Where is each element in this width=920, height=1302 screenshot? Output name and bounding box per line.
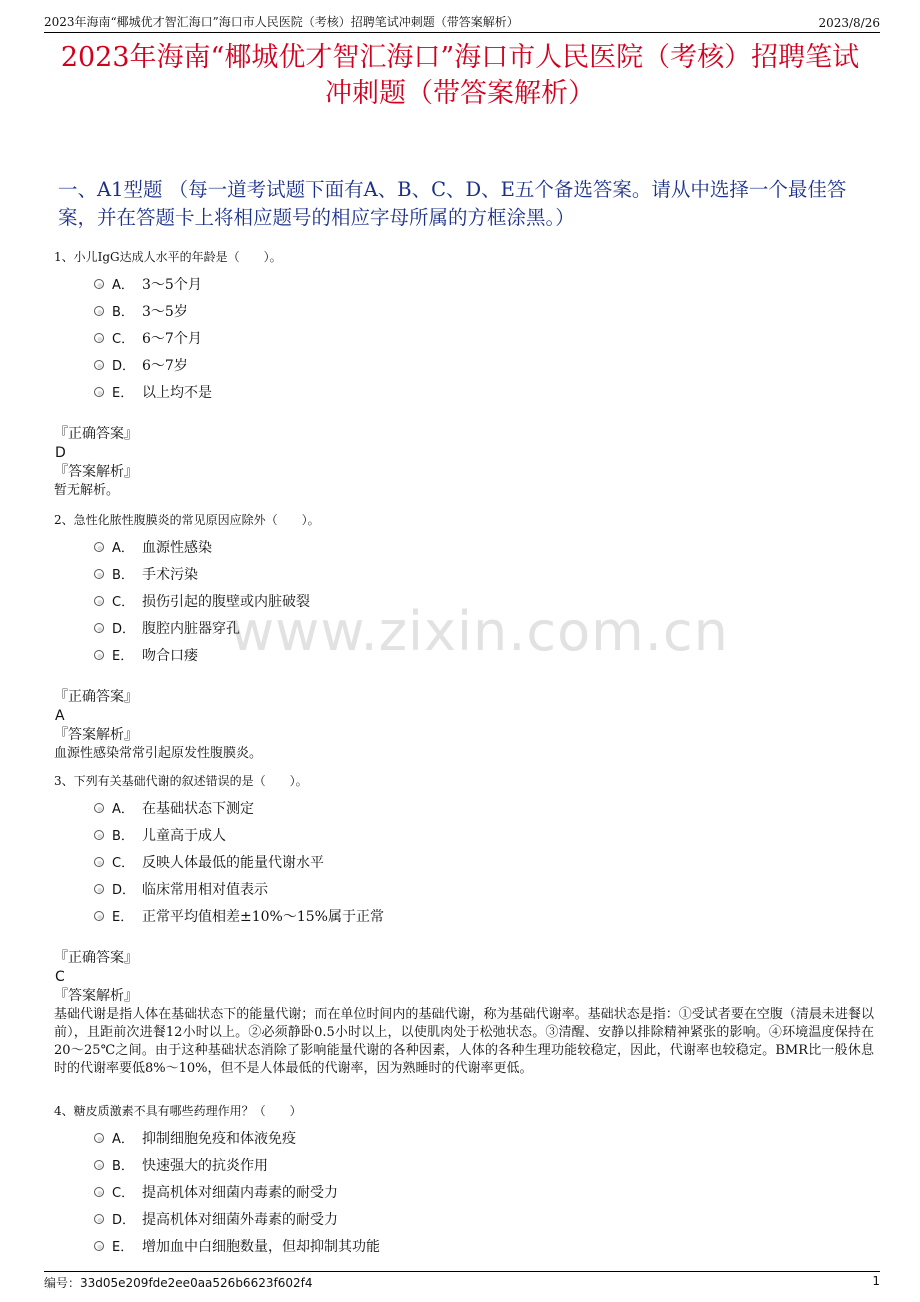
option-d[interactable] — [94, 351, 874, 378]
correct-answer: A — [55, 708, 65, 724]
option-letter: B． — [112, 1159, 134, 1174]
radio-icon[interactable] — [94, 306, 104, 316]
option-letter: D． — [112, 883, 136, 898]
question-3 — [54, 773, 874, 1078]
option-letter: E． — [112, 910, 134, 925]
option-letter: C． — [112, 332, 135, 347]
option-letter: A． — [112, 278, 134, 293]
analysis-text: 基础代谢是指人体在基础状态下的能量代谢；而在单位时间内的基础代谢，称为基础代谢率。基础状态是指：①受试者要在空腹（清晨未进餐以前），且距前次进餐12小时以上。②必须静卧0.5小时以上，以使肌肉处于松弛状态。③清醒、安静以排除精神紧张的影响。④环境温度保持在20～25℃之间。由于这种基础状态消除了影响能量代谢的各种因素，人体的各种生理功能较稳定，因此，代谢率也较稳定。BMR比一般休息时的代谢率要低8%～10%，但不是人体最低的代谢率，因为熟睡时的代谢率更低。 — [54, 1007, 874, 1076]
analysis-label: 『答案解析』 — [54, 988, 138, 1004]
option-c[interactable] — [94, 848, 874, 875]
page-number: 1 — [872, 1274, 880, 1288]
option-text: 临床常用相对值表示 — [142, 881, 268, 898]
radio-icon[interactable] — [94, 360, 104, 370]
option-letter: E． — [112, 386, 134, 401]
radio-icon[interactable] — [94, 911, 104, 921]
document-code: 编号：33d05e209fde2ee0aa526b6623f602f4 — [44, 1276, 313, 1290]
radio-icon[interactable] — [94, 623, 104, 633]
option-e[interactable] — [94, 1232, 874, 1259]
option-text: 提高机体对细菌外毒素的耐受力 — [142, 1211, 338, 1228]
option-c[interactable] — [94, 324, 874, 351]
option-text: 6～7岁 — [142, 357, 188, 374]
radio-icon[interactable] — [94, 569, 104, 579]
option-text: 腹腔内脏器穿孔 — [142, 620, 240, 637]
radio-icon[interactable] — [94, 542, 104, 552]
answer-label: 『正确答案』 — [54, 689, 138, 705]
option-letter: B． — [112, 568, 134, 583]
option-d[interactable] — [94, 1205, 874, 1232]
option-text: 正常平均值相差±10%～15%属于正常 — [142, 908, 384, 925]
option-text: 3～5个月 — [142, 276, 202, 293]
radio-icon[interactable] — [94, 1160, 104, 1170]
document-title: 2023年海南“椰城优才智汇海口”海口市人民医院（考核）招聘笔试冲刺题（带答案解析） — [60, 42, 860, 109]
analysis-text: 血源性感染常常引起原发性腹膜炎。 — [54, 746, 263, 761]
radio-icon[interactable] — [94, 1241, 104, 1251]
option-text: 增加血中白细胞数量，但却抑制其功能 — [142, 1238, 380, 1255]
option-letter: D． — [112, 359, 136, 374]
question-stem: 4、糖皮质激素不具有哪些药理作用？（ ） — [54, 1104, 302, 1118]
option-text: 吻合口瘘 — [142, 647, 198, 664]
option-letter: E． — [112, 649, 134, 664]
option-letter: D． — [112, 622, 136, 637]
option-text: 抑制细胞免疫和体液免疫 — [142, 1130, 296, 1147]
option-text: 3～5岁 — [142, 303, 188, 320]
option-text: 在基础状态下测定 — [142, 800, 254, 817]
radio-icon[interactable] — [94, 596, 104, 606]
correct-answer: C — [55, 969, 65, 985]
option-b[interactable] — [94, 560, 874, 587]
option-letter: B． — [112, 829, 134, 844]
option-e[interactable] — [94, 641, 874, 668]
answer-block — [54, 688, 874, 763]
header-document-title: 2023年海南“椰城优才智汇海口”海口市人民医院（考核）招聘笔试冲刺题（带答案解析） — [44, 15, 519, 29]
option-letter: A． — [112, 802, 134, 817]
header-date: 2023/8/26 — [818, 16, 880, 30]
correct-answer: D — [55, 445, 66, 461]
question-stem: 1、小儿IgG达成人水平的年龄是（ ）。 — [54, 250, 282, 264]
option-d[interactable] — [94, 614, 874, 641]
question-stem: 3、下列有关基础代谢的叙述错误的是（ ）。 — [54, 774, 308, 788]
option-text: 快速强大的抗炎作用 — [142, 1157, 268, 1174]
answer-label: 『正确答案』 — [54, 426, 138, 442]
analysis-label: 『答案解析』 — [54, 727, 138, 743]
page-header — [44, 12, 880, 33]
option-d[interactable] — [94, 875, 874, 902]
option-text: 损伤引起的腹壁或内脏破裂 — [142, 593, 310, 610]
options-list — [54, 533, 874, 668]
option-a[interactable] — [94, 794, 874, 821]
option-b[interactable] — [94, 821, 874, 848]
radio-icon[interactable] — [94, 830, 104, 840]
option-b[interactable] — [94, 297, 874, 324]
option-text: 提高机体对细菌内毒素的耐受力 — [142, 1184, 338, 1201]
option-letter: B． — [112, 305, 134, 320]
options-list — [54, 270, 874, 405]
question-stem: 2、急性化脓性腹膜炎的常见原因应除外（ ）。 — [54, 513, 320, 527]
answer-block — [54, 949, 874, 1078]
option-b[interactable] — [94, 1151, 874, 1178]
options-list — [54, 1124, 874, 1259]
option-text: 儿童高于成人 — [142, 827, 226, 844]
radio-icon[interactable] — [94, 1214, 104, 1224]
question-4 — [54, 1103, 874, 1259]
options-list — [54, 794, 874, 929]
question-1 — [54, 249, 874, 500]
option-text: 6～7个月 — [142, 330, 202, 347]
radio-icon[interactable] — [94, 803, 104, 813]
option-text: 血源性感染 — [142, 539, 212, 556]
option-letter: D． — [112, 1213, 136, 1228]
radio-icon[interactable] — [94, 650, 104, 660]
option-text: 手术污染 — [142, 566, 198, 583]
radio-icon[interactable] — [94, 884, 104, 894]
option-text: 以上均不是 — [142, 384, 212, 401]
option-e[interactable] — [94, 902, 874, 929]
radio-icon[interactable] — [94, 279, 104, 289]
radio-icon[interactable] — [94, 333, 104, 343]
radio-icon[interactable] — [94, 857, 104, 867]
option-c[interactable] — [94, 1178, 874, 1205]
option-a[interactable] — [94, 1124, 874, 1151]
option-a[interactable] — [94, 270, 874, 297]
option-letter: A． — [112, 541, 134, 556]
answer-block — [54, 425, 874, 500]
option-text: 反映人体最低的能量代谢水平 — [142, 854, 324, 871]
option-letter: C． — [112, 856, 135, 871]
option-letter: E． — [112, 1240, 134, 1255]
analysis-label: 『答案解析』 — [54, 464, 138, 480]
option-c[interactable] — [94, 587, 874, 614]
analysis-text: 暂无解析。 — [54, 483, 120, 498]
page-footer — [44, 1271, 880, 1292]
option-e[interactable] — [94, 378, 874, 405]
option-letter: C． — [112, 595, 135, 610]
radio-icon[interactable] — [94, 1133, 104, 1143]
radio-icon[interactable] — [94, 1187, 104, 1197]
option-a[interactable] — [94, 533, 874, 560]
answer-label: 『正确答案』 — [54, 950, 138, 966]
option-letter: C． — [112, 1186, 135, 1201]
section-heading: 一、A1型题 （每一道考试题下面有A、B、C、D、E五个备选答案。请从中选择一个最佳答案，并在答题卡上将相应题号的相应字母所属的方框涂黑。） — [58, 178, 847, 229]
watermark: www.zixin.com.cn — [230, 600, 729, 663]
radio-icon[interactable] — [94, 387, 104, 397]
option-letter: A． — [112, 1132, 134, 1147]
question-2 — [54, 512, 874, 763]
